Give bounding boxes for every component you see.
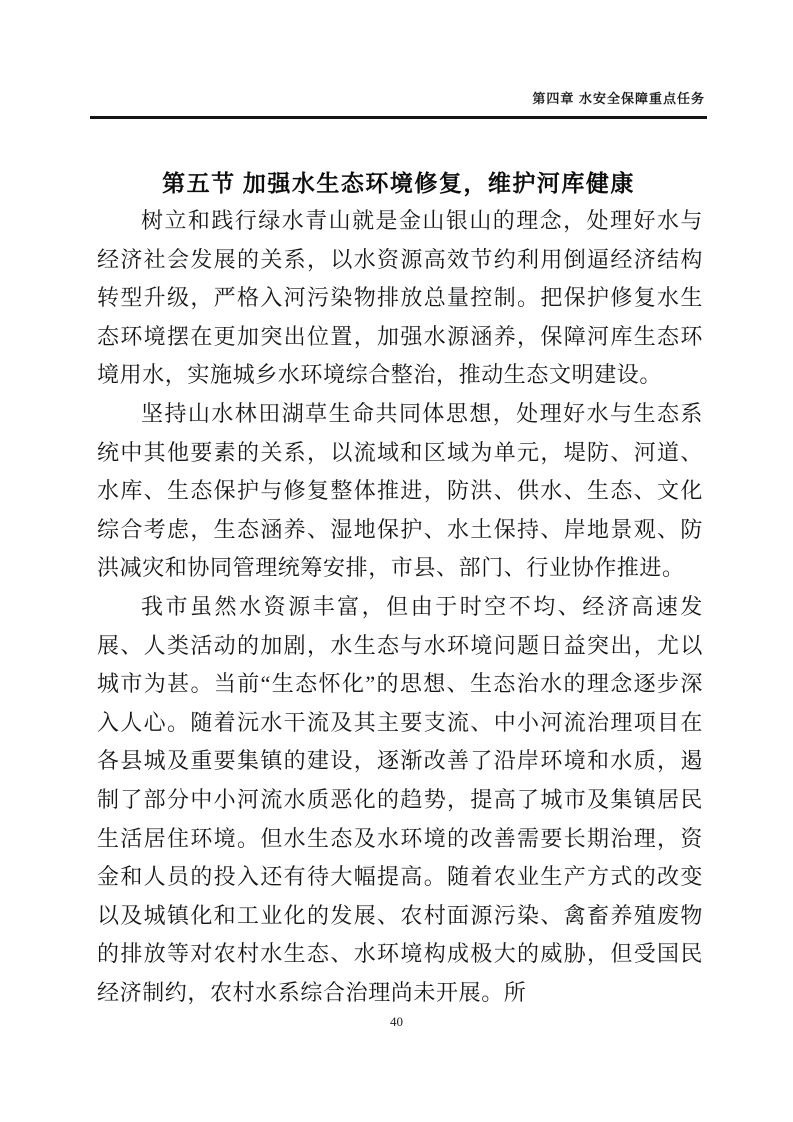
header-rule xyxy=(90,116,707,119)
page-title: 第五节 加强水生态环境修复，维护河库健康 xyxy=(162,171,635,197)
paragraph: 树立和践行绿水青山就是金山银山的理念，处理好水与经济社会发展的关系，以水资源高效节约利用倒逼经济结构转型升级，严格入河污染物排放总量控制。把保护修复水生态环境摆在更加突出位置，加强水源涵养，保障河库生态环境用水，实施城乡水环境综合整治，推动生态文明建设。 xyxy=(97,208,703,388)
running-header-chapter: 第四章 水安全保障重点任务 xyxy=(532,91,705,106)
page-number: 40 xyxy=(390,1014,403,1029)
body-text xyxy=(97,202,703,1012)
paragraph: 坚持山水林田湖草生命共同体思想，处理好水与生态系统中其他要素的关系，以流域和区域为单元，堤防、河道、水库、生态保护与修复整体推进，防洪、供水、生态、文化综合考虑，生态涵养、湿地保护、水土保持、岸地景观、防洪减灾和协同管理统筹安排，市县、部门、行业协作推进。 xyxy=(97,400,703,581)
paragraph: 我市虽然水资源丰富，但由于时空不均、经济高速发展、人类活动的加剧，水生态与水环境问题日益突出，尤以城市为甚。当前“生态怀化”的思想、生态治水的理念逐步深入人心。随着沅水干流及其主要支流、中小河流治理项目在各县城及重要集镇的建设，逐渐改善了沿岸环境和水质，遏制了部分中小河流水质恶化的趋势，提高了城市及集镇居民生活居住环境。但水生态及水环境的改善需要长期治理，资金和人员的投入还有待大幅提高。随着农业生产方式的改变以及城镇化和工业化的发展、农村面源污染、禽畜养殖废物的排放等对农村水生态、水环境构成极大的威胁，但受国民经济制约，农村水系综合治理尚未开展。所 xyxy=(97,593,703,1005)
